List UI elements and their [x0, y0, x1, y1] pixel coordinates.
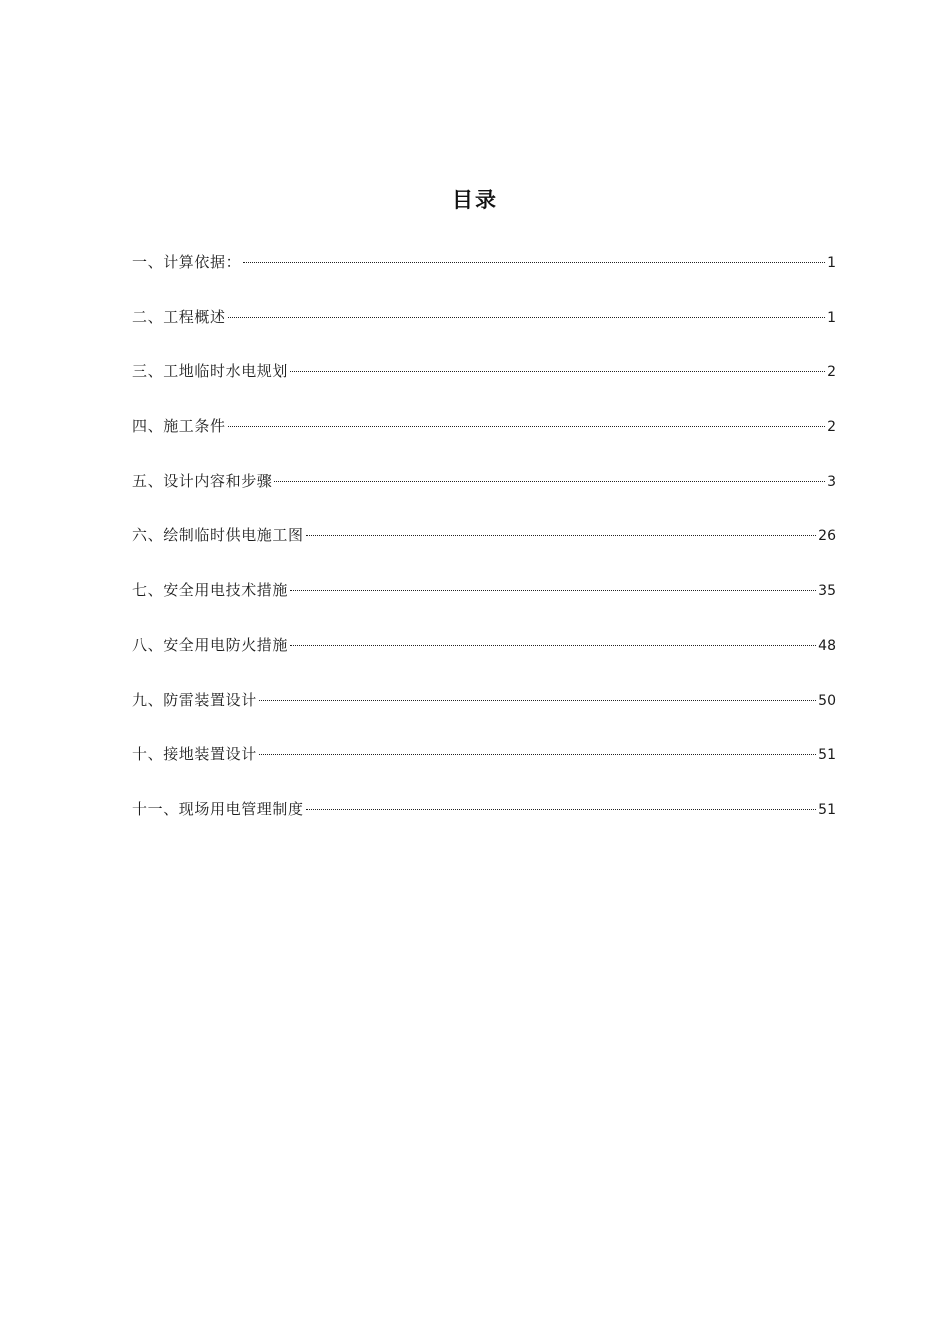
- toc-dot-leader: [228, 426, 825, 427]
- toc-dot-leader: [243, 262, 825, 263]
- toc-entry-page: 2: [827, 419, 836, 436]
- toc-entry-label: 六、绘制临时供电施工图: [132, 526, 304, 545]
- toc-entry-label: 八、安全用电防火措施: [132, 635, 289, 654]
- toc-entry[interactable]: [132, 305, 836, 360]
- toc-entry[interactable]: [132, 250, 836, 305]
- toc-dot-leader: [259, 754, 816, 755]
- toc-dot-leader: [290, 590, 816, 591]
- toc-entry-page: 50: [818, 692, 836, 709]
- toc-entry-label: 一、计算依据：: [132, 253, 242, 271]
- toc-entry-label: 九、防雷装置设计: [132, 690, 257, 709]
- toc-entry-page: 2: [827, 364, 836, 381]
- toc-entry-page: 1: [827, 309, 836, 326]
- toc-entry[interactable]: [132, 633, 836, 688]
- toc-dot-leader: [259, 700, 816, 701]
- toc-entry-page: 35: [818, 583, 836, 600]
- toc-entry-page: 1: [827, 255, 836, 271]
- toc-entry[interactable]: [132, 469, 836, 524]
- toc-entry-page: 26: [818, 528, 836, 545]
- toc-title: 目录: [452, 188, 498, 212]
- toc-entry[interactable]: [132, 688, 836, 743]
- toc-dot-leader: [290, 645, 816, 646]
- toc-entry[interactable]: [132, 797, 836, 852]
- toc-dot-leader: [306, 535, 817, 536]
- toc-entry-page: 48: [818, 637, 836, 654]
- toc-entry-label: 五、设计内容和步骤: [132, 471, 273, 490]
- table-of-contents: [132, 250, 836, 852]
- toc-entry-page: 3: [827, 473, 836, 490]
- toc-dot-leader: [306, 809, 817, 810]
- toc-dot-leader: [274, 481, 825, 482]
- toc-entry[interactable]: [132, 578, 836, 633]
- toc-entry-label: 四、施工条件: [132, 417, 226, 436]
- toc-entry[interactable]: [132, 414, 836, 469]
- toc-dot-leader: [290, 371, 825, 372]
- toc-entry-label: 二、工程概述: [132, 307, 226, 326]
- toc-entry[interactable]: [132, 523, 836, 578]
- toc-entry-label: 三、工地临时水电规划: [132, 362, 289, 381]
- toc-entry-label: 十一、现场用电管理制度: [132, 799, 304, 818]
- toc-entry[interactable]: [132, 359, 836, 414]
- toc-entry-label: 七、安全用电技术措施: [132, 581, 289, 600]
- toc-entry-label: 十、接地装置设计: [132, 745, 257, 764]
- toc-dot-leader: [228, 317, 825, 318]
- toc-entry[interactable]: [132, 742, 836, 797]
- toc-entry-page: 51: [818, 747, 836, 764]
- toc-entry-page: 51: [818, 801, 836, 818]
